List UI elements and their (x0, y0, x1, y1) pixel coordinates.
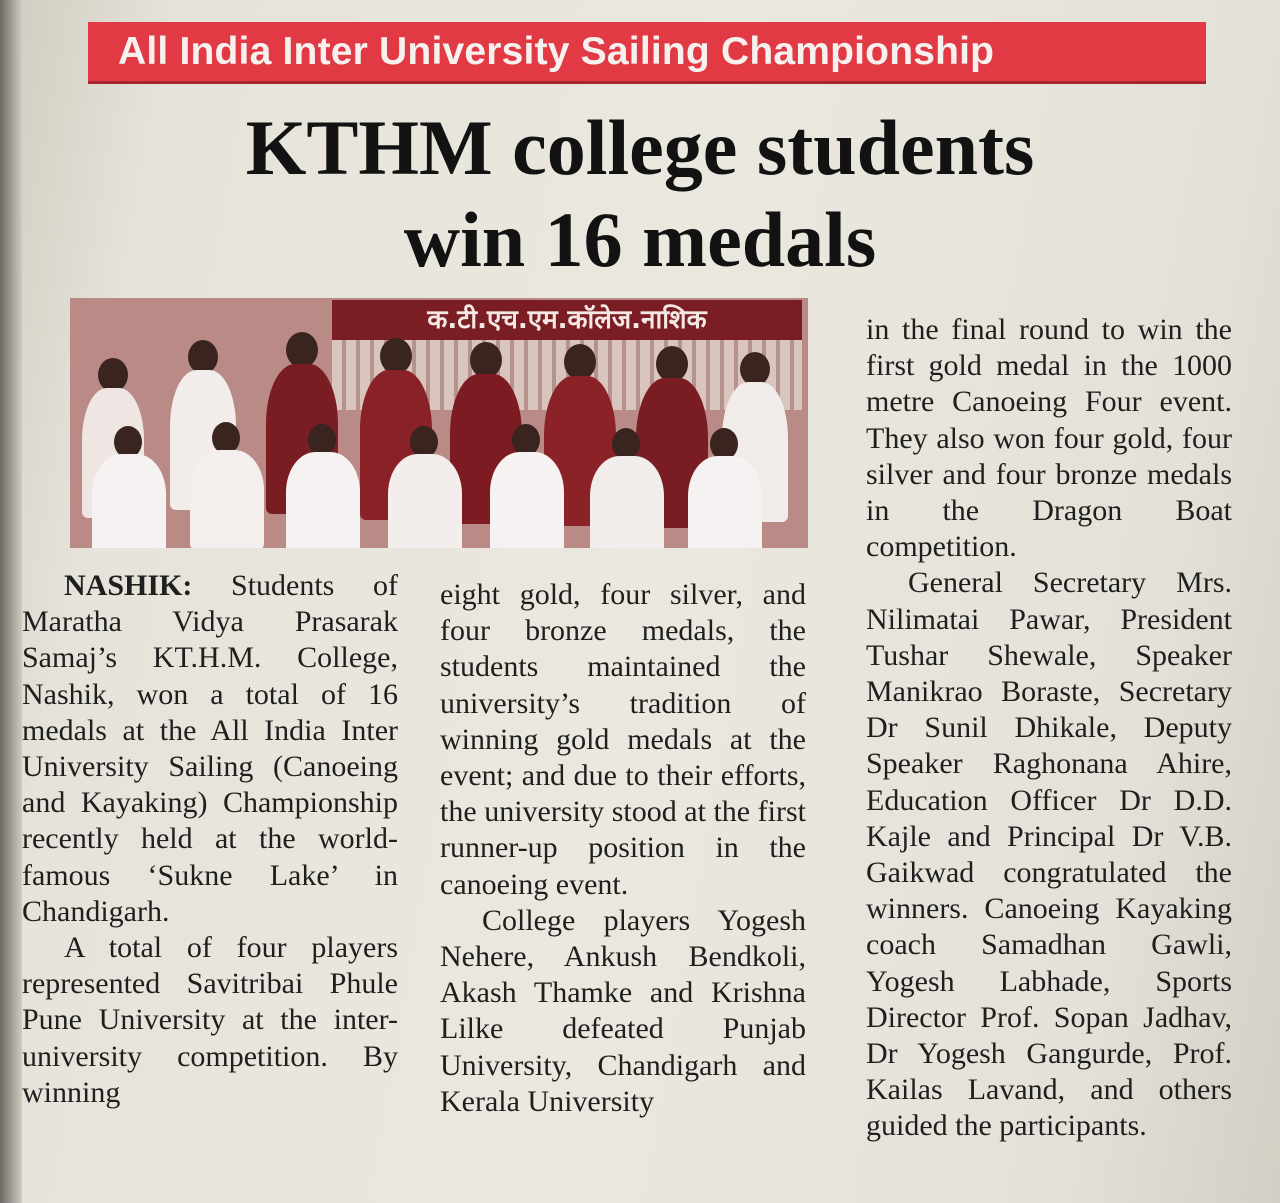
dateline: NASHIK: (64, 569, 193, 602)
page-edge-shadow (0, 0, 22, 1203)
article-paragraph: A total of four players represented Savitribai Phule Pune University at the inter-university competition. By winning (22, 931, 398, 1109)
headline-line-1: KTHM college students (245, 104, 1035, 191)
article-column-2 (440, 577, 806, 1120)
section-kicker (88, 22, 1206, 84)
article-paragraph (22, 568, 398, 930)
article-column-1 (22, 568, 398, 1111)
team-photo (70, 298, 808, 548)
photo-banner: क.टी.एच.एम.कॉलेज.नाशिक (332, 300, 802, 340)
article-paragraph: General Secretary Mrs. Nilimatai Pawar, President Tushar Shewale, Speaker Manikrao Boraste, Secretary Dr Sunil Dhikale, Deputy Speaker Raghonana Ahire, Education Officer Dr D.D. Kajle and Principal Dr V.B. Gaikwad congratulated the winners. Canoeing Kayaking coach Samadhan Gawli, Yogesh Labhade, Sports Director Prof. Sopan Jadhav, Dr Yogesh Gangurde, Prof. Kailas Lavand, and others guided the participants. (866, 566, 1232, 1143)
headline (90, 102, 1190, 286)
article-paragraph: College players Yogesh Nehere, Ankush Bendkoli, Akash Thamke and Krishna Lilke defeated Punjab University, Chandigarh and Kerala University (440, 903, 806, 1118)
article-column-3 (866, 312, 1232, 1145)
headline-line-2: win 16 medals (403, 196, 877, 283)
kicker-text: All India Inter University Sailing Championship (118, 30, 995, 73)
article-text: Students of Maratha Vidya Prasarak Samaj’s KT.H.M. College, Nashik, won a total of 16 medals at the All India Inter University Sailing (Canoeing and Kayaking) Championship recently held at the world-famous ‘Sukne Lake’ in Chandigarh. (22, 569, 398, 928)
article-paragraph: eight gold, four silver, and four bronze medals, the students maintained the university’s tradition of winning gold medals at the event; and due to their efforts, the university stood at the first runner-up position in the canoeing event. (440, 578, 806, 901)
article-paragraph: in the final round to win the first gold medal in the 1000 metre Canoeing Four event. They also won four gold, four silver and four bronze medals in the Dragon Boat competition. (866, 313, 1232, 564)
